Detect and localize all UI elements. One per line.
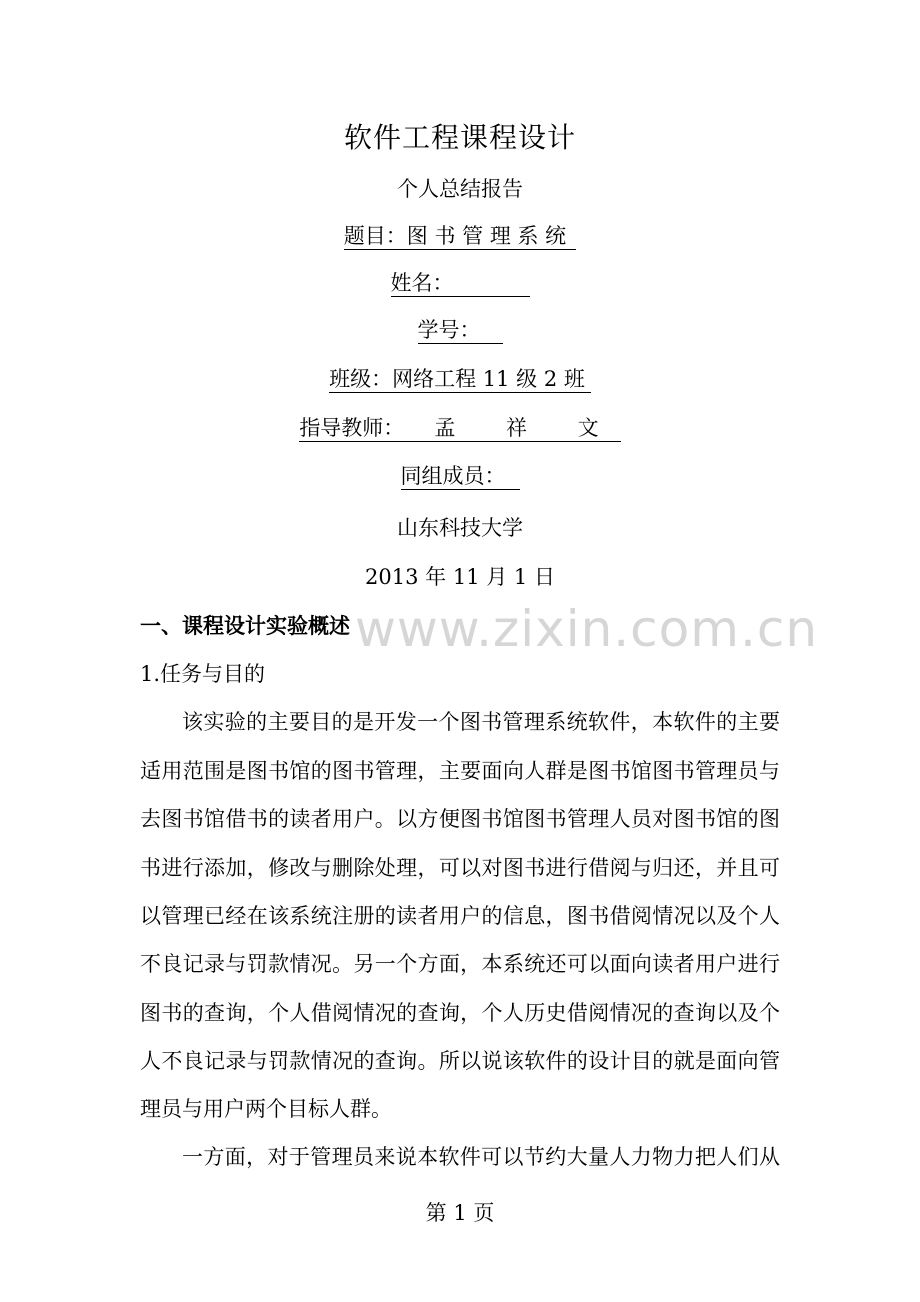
paragraph-line: 图书的查询，个人借阅情况的查询，个人历史借阅情况的查询以及个 bbox=[140, 1001, 780, 1025]
topic-underline bbox=[344, 224, 576, 250]
class-label: 班级： bbox=[329, 367, 393, 391]
topic-value: 图 书 管 理 系 统 bbox=[406, 224, 567, 248]
paragraph-line: 理员与用户两个目标人群。 bbox=[140, 1097, 392, 1121]
group-members-underline bbox=[401, 464, 520, 490]
report-title: 软件工程课程设计 bbox=[343, 121, 576, 154]
advisor-underline bbox=[299, 416, 620, 442]
student-id-field bbox=[0, 318, 920, 344]
university-name: 山东科技大学 bbox=[397, 516, 523, 540]
paragraph-line: 适用范围是图书馆的图书管理，主要面向人群是图书馆图书管理员与 bbox=[140, 759, 780, 783]
group-members-label: 同组成员： bbox=[400, 464, 506, 488]
paragraph-line: 人不良记录与罚款情况的查询。所以说该软件的设计目的就是面向管 bbox=[140, 1049, 780, 1073]
paragraph-line: 该实验的主要目的是开发一个图书管理系统软件，本软件的主要 bbox=[182, 710, 780, 734]
paragraph-line: 不良记录与罚款情况。另一个方面，本系统还可以面向读者用户进行 bbox=[140, 952, 780, 976]
name-field bbox=[0, 271, 920, 297]
report-subtitle: 个人总结报告 bbox=[397, 177, 523, 201]
paragraph-line: 一方面，对于管理员来说本软件可以节约大量人力物力把人们从 bbox=[182, 1145, 780, 1169]
advisor-value: 孟 祥 文 bbox=[434, 416, 621, 440]
name-underline bbox=[391, 271, 530, 297]
student-id-label: 学号： bbox=[417, 318, 481, 342]
class-underline bbox=[329, 367, 591, 393]
section-subheading: 1.任务与目的 bbox=[140, 662, 266, 686]
advisor-label: 指导教师： bbox=[299, 416, 405, 440]
class-field bbox=[0, 367, 920, 393]
name-label: 姓名： bbox=[390, 271, 454, 295]
watermark-text: www.zixin.com.cn bbox=[355, 600, 819, 658]
report-date: 2013 年 11 月 1 日 bbox=[365, 565, 555, 589]
paragraph-line: 以管理已经在该系统注册的读者用户的信息，图书借阅情况以及个人 bbox=[140, 904, 780, 928]
topic-label: 题目： bbox=[343, 224, 407, 248]
paragraph-line: 书进行添加，修改与删除处理，可以对图书进行借阅与归还，并且可 bbox=[140, 856, 780, 880]
section-heading: 一、课程设计实验概述 bbox=[140, 613, 350, 638]
paragraph-line: 去图书馆借书的读者用户。以方便图书馆图书管理人员对图书馆的图 bbox=[140, 807, 780, 831]
class-value: 网络工程 11 级 2 班 bbox=[392, 367, 585, 391]
page-number: 第 1 页 bbox=[425, 1201, 495, 1225]
topic-field bbox=[0, 224, 920, 250]
advisor-field bbox=[0, 416, 920, 442]
group-members-field bbox=[0, 464, 920, 490]
student-id-underline bbox=[418, 318, 503, 344]
